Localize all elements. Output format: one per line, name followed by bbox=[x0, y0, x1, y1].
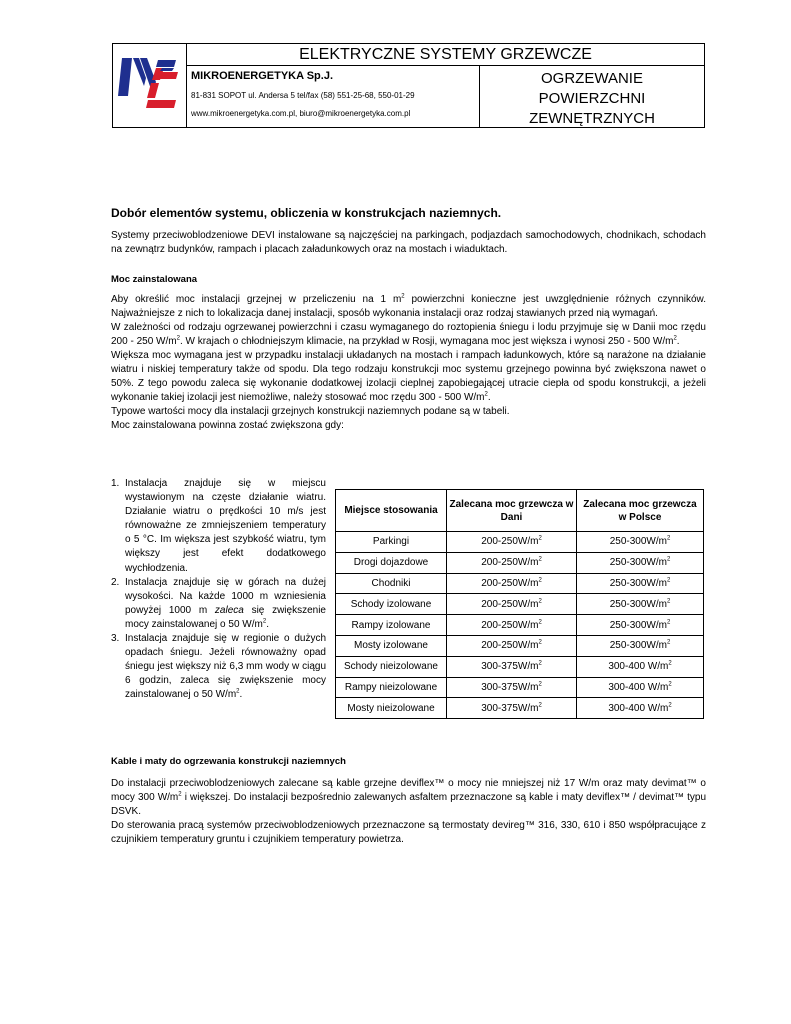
document-subject bbox=[480, 66, 704, 127]
table-header-row bbox=[336, 490, 704, 532]
list-item: 3. Instalacja znajduje się w regionie o dużych opadach śniegu. Jeżeli równoważny opad śniegu jest większy niż 6,3 mm wody w ciągu 6 godzin, zaleca się zwiększenie mocy zainstalowanej o 50 $W/m^2$. bbox=[111, 633, 326, 701]
logo-cell bbox=[113, 44, 187, 127]
section-title-power: Moc zainstalowana bbox=[111, 274, 198, 285]
table-row bbox=[336, 656, 704, 677]
table-cell: Chodniki bbox=[336, 573, 447, 594]
table-row bbox=[336, 677, 704, 698]
subject-line-2: POWIERZCHNI bbox=[538, 90, 646, 107]
company-name: MIKROENERGETYKA Sp.J. bbox=[191, 70, 333, 82]
subject-line-3: ZEWNĘTRZNYCH bbox=[529, 110, 655, 127]
table-cell: $250-300W/m^2$ bbox=[577, 552, 704, 573]
table-row bbox=[336, 573, 704, 594]
table-cell: $300-375W/m^2$ bbox=[447, 656, 577, 677]
table-cell: Rampy nieizolowane bbox=[336, 677, 447, 698]
table-header-cell: Zalecana moc grzewcza w Dani bbox=[447, 490, 577, 532]
table-row bbox=[336, 594, 704, 615]
table-cell: $200-250W/m^2$ bbox=[447, 573, 577, 594]
table-header-cell: Miejsce stosowania bbox=[336, 490, 447, 532]
table-cell: $200-250W/m^2$ bbox=[447, 532, 577, 553]
table-row bbox=[336, 698, 704, 719]
section-title-cables: Kable i maty do ogrzewania konstrukcji naziemnych bbox=[111, 756, 346, 767]
table-cell: $200-250W/m^2$ bbox=[447, 594, 577, 615]
table-cell: Drogi dojazdowe bbox=[336, 552, 447, 573]
table-cell: $250-300W/m^2$ bbox=[577, 615, 704, 636]
table-cell: $250-300W/m^2$ bbox=[577, 532, 704, 553]
table-cell: 300-400 $W/m^2$ bbox=[577, 656, 704, 677]
table-cell: Mosty izolowane bbox=[336, 635, 447, 656]
document-title: ELEKTRYCZNE SYSTEMY GRZEWCZE bbox=[187, 44, 704, 66]
cables-paragraph: Do instalacji przeciwoblodzeniowych zalecane są kable grzejne deviflex™ o mocy nie mniejszej niż 17 W/m oraz maty devimat™ o mocy 300 $W/m^2$ i większej. Do instalacji bezpośrednio zalewanych asfaltem przeznaczone są kable i maty deviflex™ / devimat™ typu DSVK. Do sterowania pracą systemów przeciwoblodzeniowych przeznaczone są termostaty devireg™ 316, 330, 610 i 850 współpracujące z czujnikiem temperatury gruntu i czujnikiem temperatury powietrza. bbox=[111, 778, 707, 845]
table-cell: $200-250W/m^2$ bbox=[447, 552, 577, 573]
table-row bbox=[336, 552, 704, 573]
table-cell: Mosty nieizolowane bbox=[336, 698, 447, 719]
table-row bbox=[336, 615, 704, 636]
table-cell: $250-300W/m^2$ bbox=[577, 594, 704, 615]
table-row bbox=[336, 532, 704, 553]
table-cell: Parkingi bbox=[336, 532, 447, 553]
section-heading: Dobór elementów systemu, obliczenia w konstrukcjach naziemnych. bbox=[111, 206, 502, 220]
table-header-cell: Zalecana moc grzewcza w Polsce bbox=[577, 490, 704, 532]
company-address: 81-831 SOPOT ul. Andersa 5 tel/fax (58) 551-25-68, 550-01-29 bbox=[191, 91, 415, 100]
table-cell: $200-250W/m^2$ bbox=[447, 635, 577, 656]
table-cell: $250-300W/m^2$ bbox=[577, 635, 704, 656]
table-cell: Schody izolowane bbox=[336, 594, 447, 615]
list-item: 2. Instalacja znajduje się w górach na dużej wysokości. Na każde 1000 m wzniesienia powyżej 1000 m zaleca się zwiększenie mocy zainstalowanej o 50 $W/m^2$. bbox=[111, 576, 326, 630]
intro-paragraph: Systemy przeciwoblodzeniowe DEVI instalowane są najczęściej na parkingach, podjazdach samochodowych, chodnikach, schodach na zewnątrz budynków, rampach i placach załadunkowych oraz na mostach i wiaduktach. bbox=[111, 230, 706, 255]
table-cell: $300-375W/m^2$ bbox=[447, 698, 577, 719]
table-cell: Schody nieizolowane bbox=[336, 656, 447, 677]
table-cell: $250-300W/m^2$ bbox=[577, 573, 704, 594]
power-paragraph: Aby określić moc instalacji grzejnej w przeliczeniu na 1 $m^2$ powierzchni konieczne jest uwzględnienie różnych czynników. Najważniejsze z nich to lokalizacja danej instalacji, sposób wykonania instalacji oraz rodzaj stawianych przed nią wymagań. W zależności od rodzaju ogrzewanej powierzchni i czasu wymaganego do roztopienia śniegu i lodu przyjmuje się w Danii moc rzędu 200 - 250 $W/m^2$. W krajach o chłodniejszym klimacie, na przykład w Rosji, wymagana moc jest większa i wynosi 250 - 500 $W/m^2$. Większa moc wymagana jest w przypadku instalacji układanych na mostach i rampach ładunkowych, które są narażone na działanie wiatru i niskiej temperatury także od spodu. Dla tego rodzaju konstrukcji moc systemu grzejnego powinna być zwiększona nawet o 50%. Z tego powodu zaleca się wykonanie dodatkowej izolacji cieplnej zapobiegającej utracie ciepła od spodu konstrukcji, a jeżeli wykonanie takiej izolacji jest niemożliwe, należy stosować moc rzędu 300 - 500 $W/m^2$. Typowe wartości mocy dla instalacji grzejnych konstrukcji naziemnych podane są w tabeli. Moc zainstalowana powinna zostać zwiększona gdy: bbox=[111, 293, 706, 431]
list-item: 1. Instalacja znajduje się w miejscu wystawionym na częste działanie wiatru. Działanie wiatru o prędkości 10 m/s jest równoważne ze zmniejszeniem temperatury o 5 °C. Im większa jest szybkość wiatru, tym większy jest efekt dodatkowego wychłodzenia. bbox=[111, 478, 326, 574]
power-table bbox=[335, 489, 704, 719]
company-logo bbox=[113, 44, 185, 127]
table-cell: 300-400 $W/m^2$ bbox=[577, 698, 704, 719]
table-row bbox=[336, 635, 704, 656]
conditions-list bbox=[111, 477, 326, 703]
table-cell: Rampy izolowane bbox=[336, 615, 447, 636]
table-cell: 300-400 $W/m^2$ bbox=[577, 677, 704, 698]
company-contact: www.mikroenergetyka.com.pl, biuro@mikroenergetyka.com.pl bbox=[191, 109, 411, 118]
table-cell: $300-375W/m^2$ bbox=[447, 677, 577, 698]
company-info bbox=[187, 66, 480, 127]
subject-line-1: OGRZEWANIE bbox=[541, 70, 643, 87]
document-header bbox=[112, 43, 705, 128]
table-cell: $200-250W/m^2$ bbox=[447, 615, 577, 636]
